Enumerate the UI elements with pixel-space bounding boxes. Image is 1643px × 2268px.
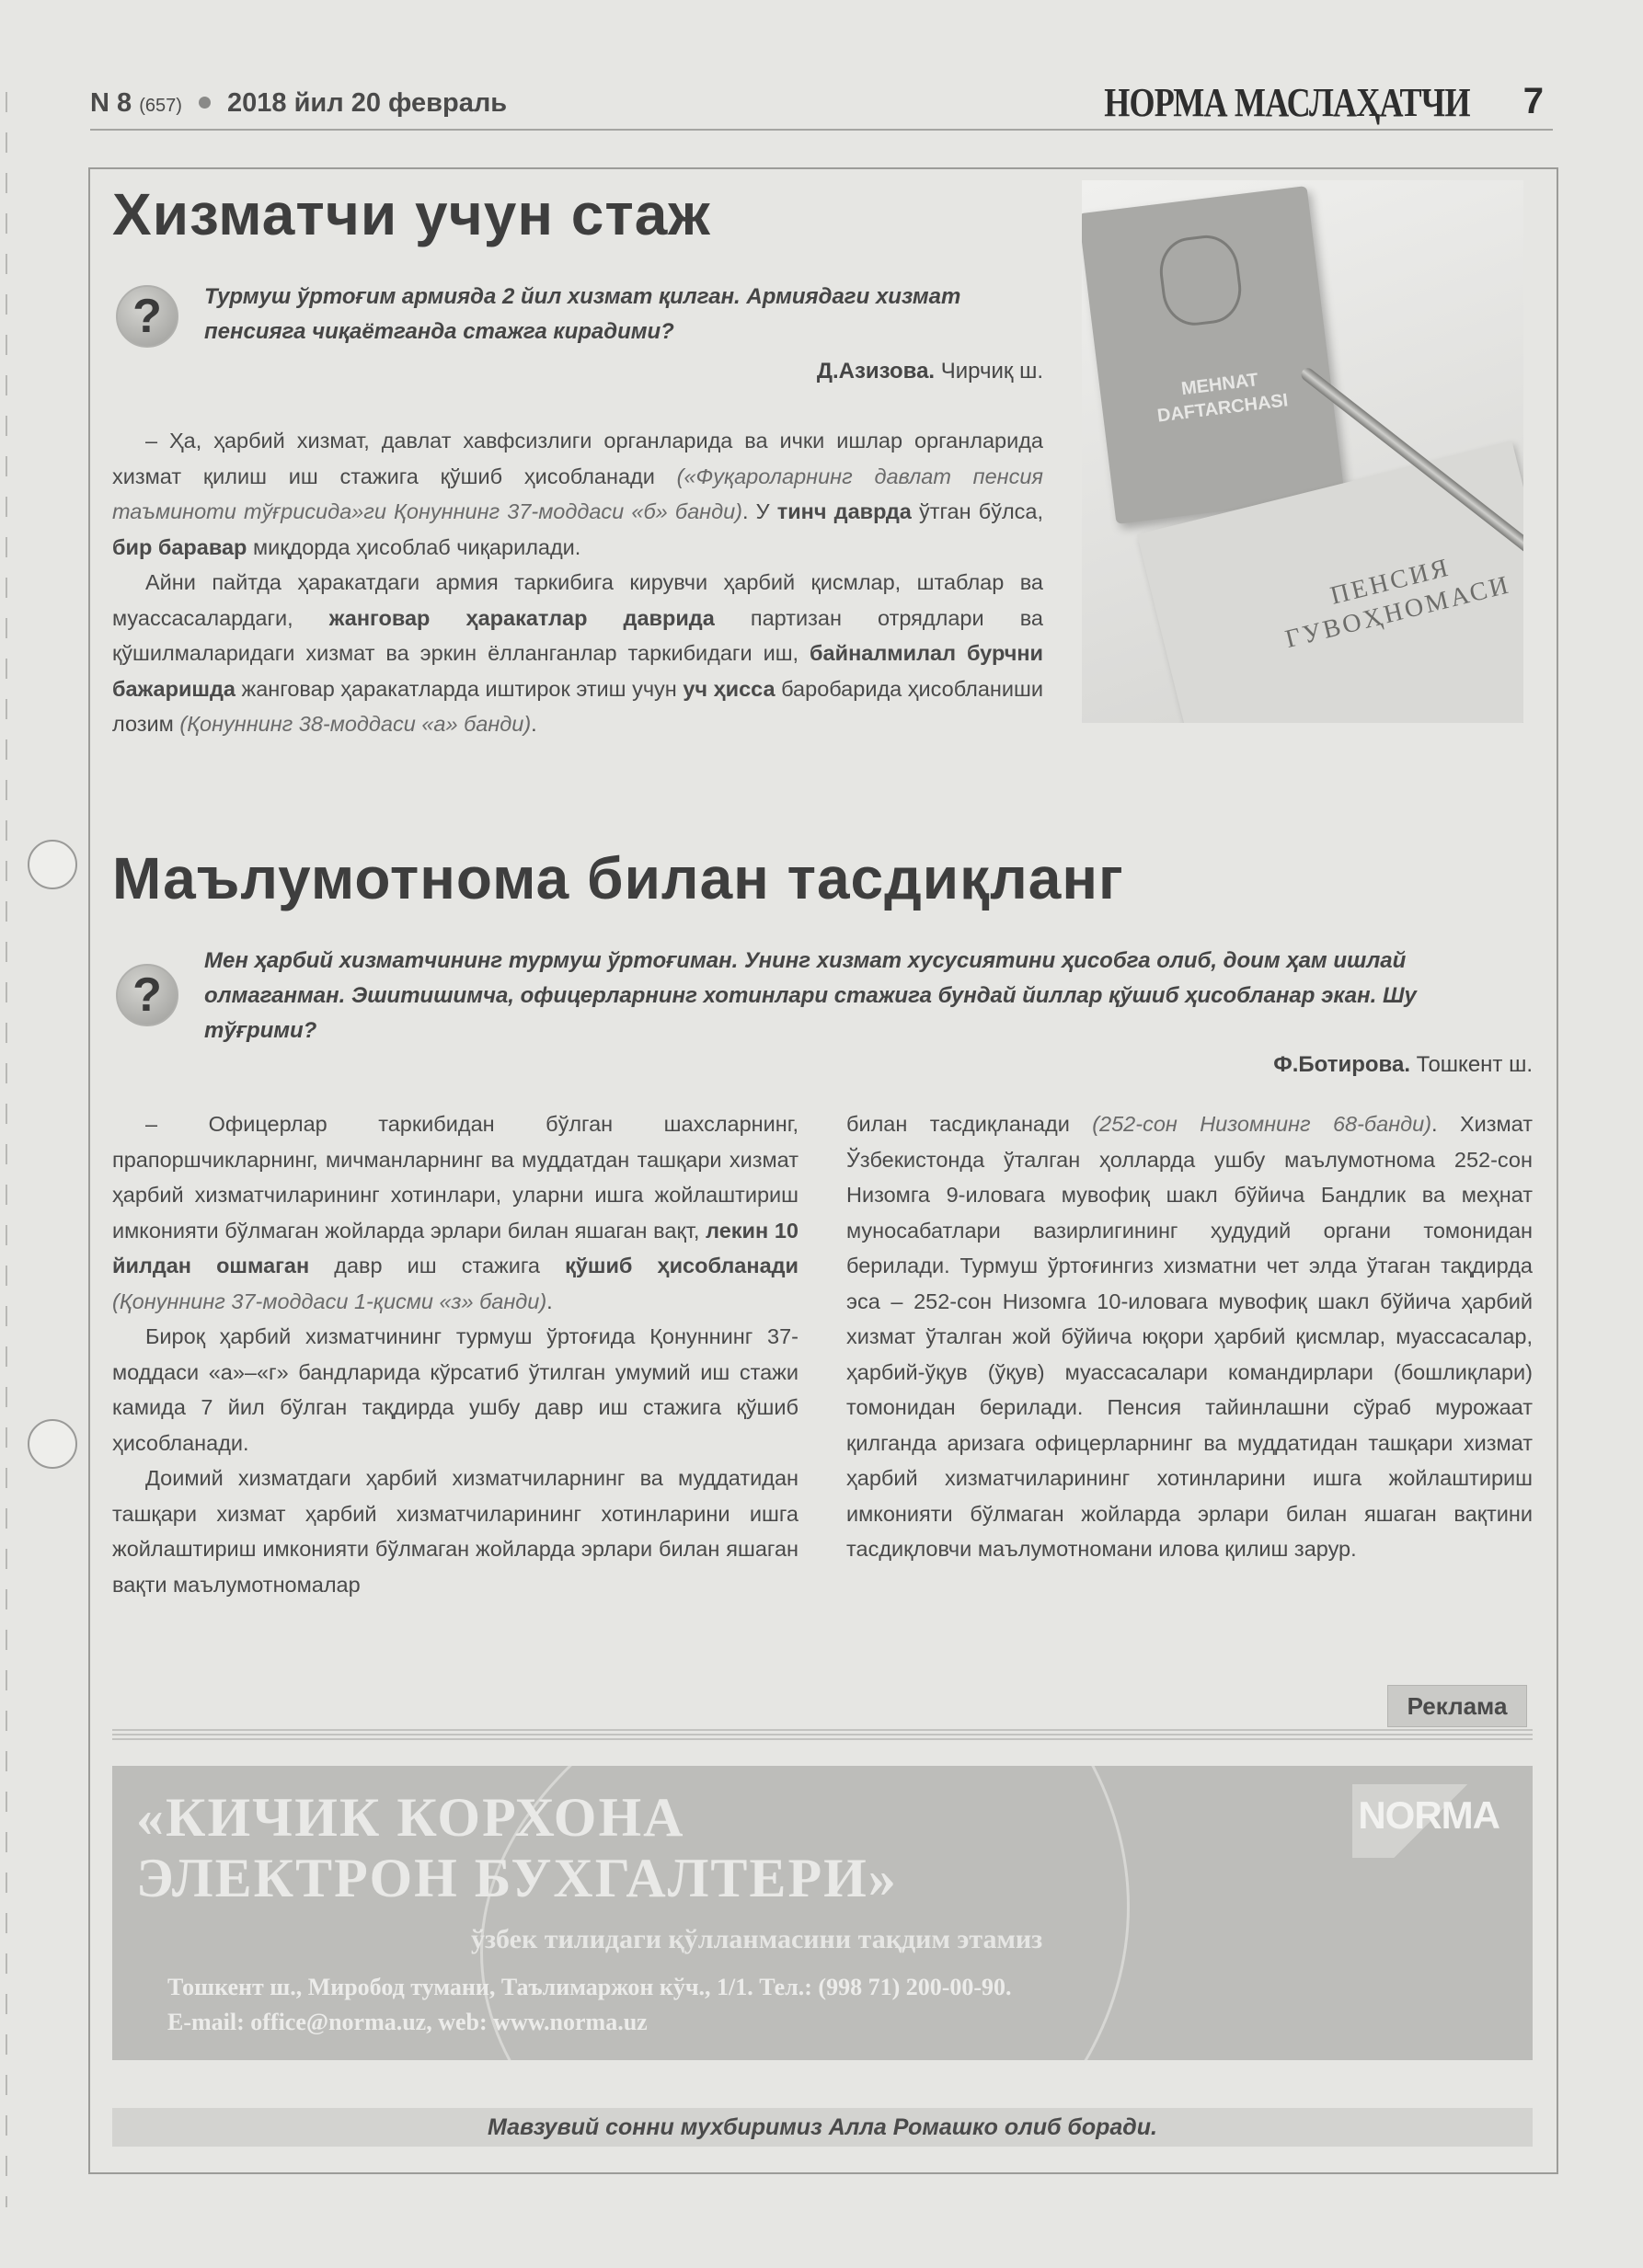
logo-text: NORMA: [1358, 1793, 1499, 1837]
article2-body-col1: – Офицерлар таркибидан бўлган шахсларнинг, прапоршчикларнинг, мичманларнинг ва муддатдан ташқари хизмат ҳарбий хизматчиларининг хотинлари, уларни ишга жойлаштириш имконияти бўлмаган жойларда эрлари билан яшаган вақт, лекин 10 йилдан ошмаган давр иш стажига қўшиб ҳисобланади (Қонуннинг 37-моддаси 1-қисми «з» банди). Бироқ ҳарбий хизматчининг турмуш ўртоғида Қонуннинг 37-моддаси «а»–«г» бандларида кўрсатиб ўтилган умумий иш стажи камида 7 йил бўлган тақдирда ушбу давр иш стажига қўшиб ҳисобланади. Доимий хизматдаги ҳарбий хизматчиларнинг ва муддатидан ташқари хизмат ҳарбий хизматчиларининг хотинларини ишга жойлаштириш имконияти бўлмаган жойларда эрлари билан яшаган вақти маълумотномалар: [112, 1112, 799, 1597]
bullet-icon: [199, 97, 211, 109]
article2-body-col2: билан тасдиқланади (252-сон Низомнинг 68-банди). Хизмат Ўзбекистонда ўталган ҳолларда ушбу маълумотнома 252-сон Низомга 9-иловага мувофиқ шакл бўйича Бандлик ва меҳнат муносабатлари вазирлигининг ҳудудий органи томонидан берилади. Турмуш ўртоғингиз хизматни чет элда ўтаган тақдирда эса – 252-сон Низомга 10-иловага мувофиқ шакл бўйича ҳарбий хизмат ўталган жой бўйича юқори ҳарбий қисмлар, муассасалар, ҳарбий-ўқув (ўқув) муассасалари командирлари (бошлиқлари) томонидан берилади. Пенсия тайинлашни сўраб мурожаат қилганда аризага офицерларнинг ва муддатидан ташқари хизмат ҳарбий хизматчиларининг хотинларини ишга жойлаштириш имконияти бўлмаган жойларда эрлари билан яшаган вақтини тасдиқловчи маълумотномани илова қилиш зарур.: [846, 1112, 1533, 1561]
ad-subtitle: ўзбек тилидаги қўлланмасини тақдим этамиз: [471, 1924, 1043, 1954]
pension-certificate-label: ПЕНСИЯ ГУВОҲНОМАСИ: [1282, 553, 1514, 655]
margin-rule: [6, 92, 7, 2207]
ad-title-line2: ЭЛЕКТРОН БУХГАЛТЕРИ»: [136, 1848, 898, 1908]
issue-number: N 8: [90, 88, 132, 118]
article2-question: Мен ҳарбий хизматчининг турмуш ўртоғиман. Унинг хизмат хусусиятини ҳисобга олиб, доим ҳам ишлай олмаганман. Эшитишимча, офицерларнинг хотинлари стажига бундай йиллар қўшиб ҳисобланар экан. Шу тўғрими?: [204, 948, 1417, 1043]
ad-label: Реклама: [1387, 1685, 1527, 1727]
article1-signature: [552, 359, 1043, 384]
page-number: 7: [1522, 81, 1544, 121]
article1-question: Турмуш ўртоғим армияда 2 йил хизмат қилган. Армиядаги хизмат пенсияга чиқаётганда стажга кирадими?: [204, 284, 961, 344]
issue-info: [90, 88, 507, 119]
work-record-book: [1082, 186, 1345, 524]
article1-author: Д.Азизова.: [816, 359, 936, 384]
ad-address: Тошкент ш., Миробод тумани, Таълимаржон кўч., 1/1. Тел.: (998 71) 200-00-90.: [167, 1974, 1012, 2000]
punch-hole: [28, 1419, 77, 1469]
divider: [112, 1729, 1533, 1742]
article2-signature: [1012, 1052, 1533, 1078]
work-record-label: MEHNAT DAFTARCHASI: [1155, 370, 1290, 427]
ad-email-web[interactable]: E-mail: office@norma.uz, web: www.norma.uz: [167, 2009, 648, 2035]
emblem-icon: [1155, 232, 1245, 329]
photo-work-record-books: [1082, 180, 1523, 723]
issue-total: (657): [139, 96, 182, 116]
norma-logo: [1352, 1784, 1509, 1858]
article1-city: Чирчиқ ш.: [940, 359, 1043, 384]
article1-body: – Ҳа, ҳарбий хизмат, давлат хавфсизлиги органларида ва ички ишлар органларида хизмат қилиш иш стажига қўшиб ҳисобланади («Фуқароларнинг давлат пенсия таъминоти тўғрисида»ги Қонуннинг 37-моддаси «б» банди). У тинч даврда ўтган бўлса, бир баравар миқдорда ҳисоблаб чиқарилади. Айни пайтда ҳаракатдаги армия таркибига кирувчи ҳарбий қисмлар, штаблар ва муассасалардаги, жанговар ҳаракатлар даврида партизан отрядлари ва қўшилмаларидаги хизмат ва эркин ёлланганлар таркибидаги иш, байналмилал бурчни бажаришда жанговар ҳаракатларда иштирок этиш учун уч ҳисса баробарида ҳисобланиши лозим (Қонуннинг 38-моддаси «а» банди).: [112, 429, 1044, 736]
issue-date: 2018 йил 20 февраль: [227, 88, 508, 118]
ad-title-line1: «КИЧИК КОРХОНА: [136, 1787, 685, 1848]
article2-city: Тошкент ш.: [1416, 1052, 1533, 1077]
publication-name: НОРМА МАСЛАҲАТЧИ: [1104, 80, 1470, 125]
article2-title: Маълумотнома билан тасдиқланг: [112, 845, 1124, 911]
ad-contacts: [167, 1970, 1012, 2040]
page-header: [90, 80, 1553, 131]
editor-note: Мавзувий сонни мухбиримиз Алла Ромашко олиб боради.: [112, 2108, 1533, 2147]
punch-hole: [28, 840, 77, 889]
article1-title: Хизматчи учун стаж: [112, 181, 711, 247]
article2-author: Ф.Ботирова.: [1273, 1052, 1410, 1077]
question-icon: ?: [116, 964, 178, 1026]
question-icon: ?: [116, 285, 178, 348]
advertisement-banner[interactable]: [112, 1766, 1533, 2060]
